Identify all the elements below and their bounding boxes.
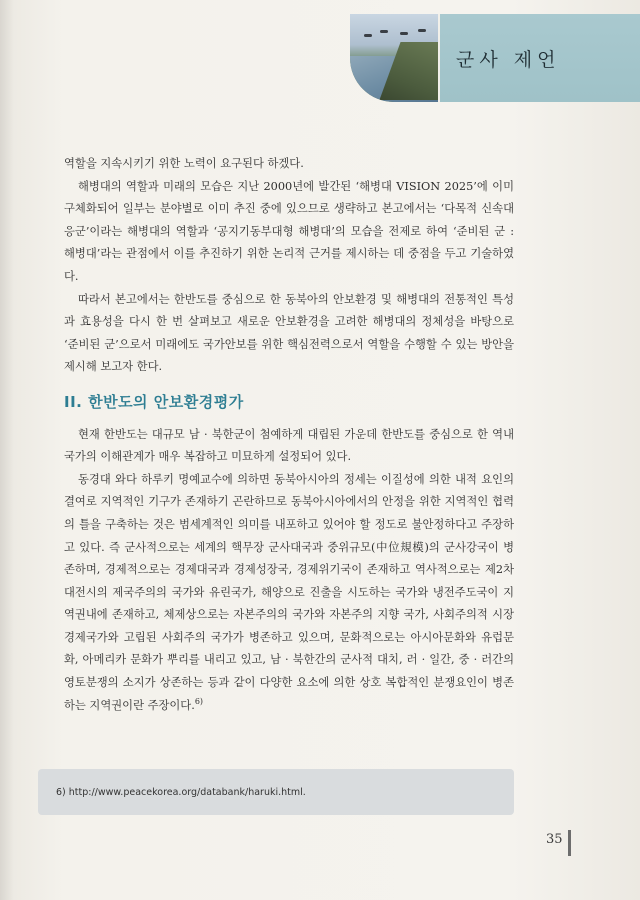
aircraft-icon: [364, 34, 372, 37]
page-number: 35: [546, 832, 563, 847]
paragraph: 해병대의 역할과 미래의 모습은 지난 2000년에 발간된 ‘해병대 VISION 2025’에 이미 구체화되어 일부는 분야별로 이미 추진 중에 있으므로 생략하고 본고에서는 ‘다목적 신속대응군’이라는 해병대의 역할과 ‘공지기동부대형 해병대’의 모습을 전제로 하여 ‘준비된 군 : 해병대’라는 관점에서 이를 추진하기 위한 논리적 근거를 제시하는 데 중점을 두고 기술하였다.: [64, 179, 514, 283]
paragraph: 따라서 본고에서는 한반도를 중심으로 한 동북아의 안보환경 및 해병대의 전통적인 특성과 효용성을 다시 한 번 살펴보고 새로운 안보환경을 고려한 해병대의 정체성을 바탕으로 ‘준비된 군’으로서 미래에도 국가안보를 위한 핵심전력으로서 역할을 수행할 수 있는 방안을 제시해 보고자 한다.: [64, 292, 514, 374]
aircraft-icon: [380, 30, 388, 33]
body-text: [64, 153, 514, 717]
footnote-box: [38, 769, 514, 815]
paragraph: 역할을 지속시키기 위한 노력이 요구된다 하겠다.: [64, 157, 304, 170]
section-heading: II. 한반도의 안보환경평가: [64, 392, 244, 411]
aircraft-icon: [400, 32, 408, 35]
paragraph-with-footnote: [64, 469, 514, 718]
footnote-text: 6) http://www.peacekorea.org/databank/haruki.html.: [56, 786, 306, 798]
page-number-bar: [568, 830, 571, 856]
aircraft-icon: [418, 29, 426, 32]
coastline-photo: [350, 14, 438, 102]
footnote-marker[interactable]: 6): [194, 696, 204, 706]
paragraph: 현재 한반도는 대규모 남 · 북한군이 첨예하게 대립된 가운데 한반도를 중심으로 한 역내 국가의 이해관계가 매우 복잡하고 미묘하게 설정되어 있다.: [64, 427, 514, 464]
section-label: 군사 제언: [456, 48, 561, 71]
paragraph-text: 동경대 와다 하루키 명예교수에 의하면 동북아시아의 정세는 이질성에 의한 내적 요인의 결여로 지역적인 기구가 존재하기 곤란하므로 동북아시아에서의 안정을 위한 지역적인 협력의 틀을 구축하는 것은 범세계적인 의미를 내포하고 있어야 할 정도로 불안정하다고 주장하고 있다. 즉 군사적으로는 세계의 핵무장 군사대국과 중위규모(中位規模)의 군사강국이 병존하며, 경제적으로는 경제대국과 경제성장국, 경제위기국이 존재하고 역사적으로는 제2차대전시의 제국주의의 국가와 유린국가, 해양으로 진출을 시도하는 국가와 냉전주도국이 지역권내에 존재하고, 체제상으로는 자본주의의 국가와 자본주의 지향 국가, 사회주의적 시장경제국가와 고립된 사회주의 국가가 병존하고 있으며, 문화적으로는 아시아문화와 유럽문화, 아메리카 문화가 뿌리를 내리고 있고, 남 · 북한간의 군사적 대치, 러 · 일간, 중 · 러간의 영토분쟁의 소지가 상존하는 등과 같이 다양한 요소에 의한 상호 복합적인 분쟁요인이 병존하는 지역권이란 주장이다.: [64, 472, 514, 712]
scan-edge-shadow: [0, 0, 14, 900]
section-header-tab: [350, 14, 640, 102]
section-label-box: [438, 14, 640, 102]
